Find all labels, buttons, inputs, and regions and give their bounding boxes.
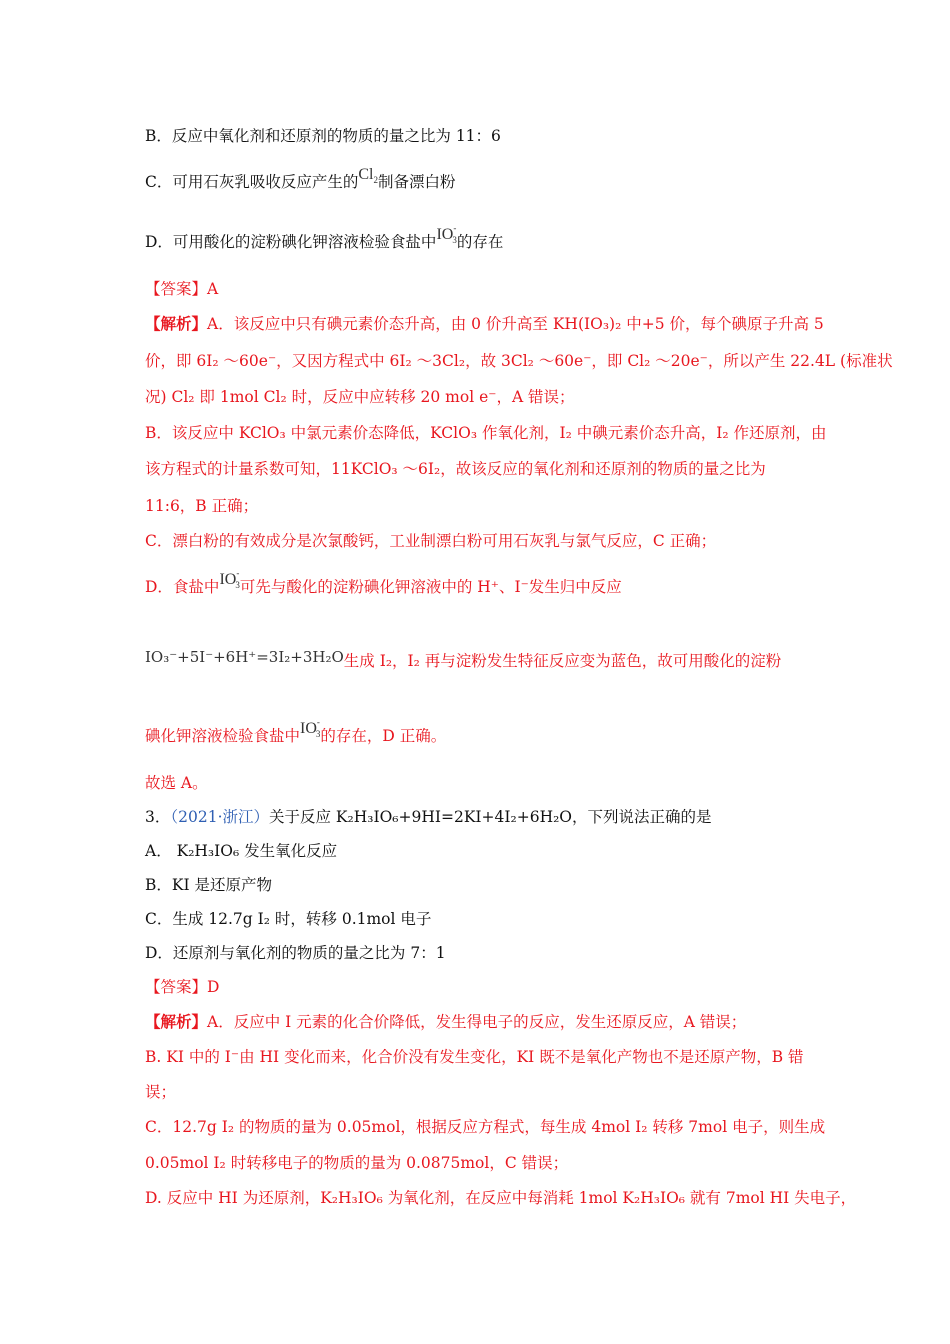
analysis-2-line-6: D. 反应中 HI 为还原剂，K₂H₃IO₆ 为氧化剂，在反应中每消耗 1mol K₂H₃IO₆ 就有 7mol HI 失电子，	[145, 1189, 857, 1207]
analysis-1-line-7: C．漂白粉的有效成分是次氯酸钙，工业制漂白粉可用石灰乳与氯气反应，C 正确；	[145, 532, 717, 550]
analysis-2-line-3: 误；	[145, 1083, 177, 1101]
analysis-1-line-9: IO₃⁻+5I⁻+6H⁺=3I₂+3H₂O生成 I₂，I₂ 再与淀粉发生特征反应变为蓝色，故可用酸化的淀粉	[145, 648, 782, 670]
analysis-1-line-8: D．食盐中$IO^-_3$可先与酸化的淀粉碘化钾溶液中的 H⁺、I⁻发生归中反应	[145, 568, 622, 596]
question-3-option-d: D．还原剂与氧化剂的物质的量之比为 7：1	[145, 944, 446, 962]
option-d-text-a: D．可用酸化的淀粉碘化钾溶液检验食盐中	[145, 233, 437, 251]
option-c-text-b: 制备漂白粉	[378, 173, 456, 191]
analysis-1-line-10: 碘化钾溶液检验食盐中$IO^-_3$的存在，D 正确。	[145, 717, 447, 745]
option-c	[145, 166, 456, 194]
analysis-1-line-1: 【解析】A．该反应中只有碘元素价态升高，由 0 价升高至 KH(IO₃)₂ 中+5 价，每个碘原子升高 5	[145, 314, 824, 333]
analysis-1-line-3: 况) Cl₂ 即 1mol Cl₂ 时，反应中应转移 20 mol e⁻，A 错误；	[145, 388, 575, 406]
question-source: （2021·浙江）	[170, 808, 269, 826]
option-d-text-b: 的存在	[456, 233, 504, 251]
question-3-option-b: B．KI 是还原产物	[145, 876, 273, 894]
io3-ion-formula: $IO^-_3$	[219, 568, 240, 590]
analysis-1-line-5: 该方程式的计量系数可知，11KClO₃ ～6I₂，故该反应的氧化剂和还原剂的物质的量之比为	[145, 460, 766, 478]
question-3-option-c: C．生成 12.7g I₂ 时，转移 0.1mol 电子	[145, 910, 432, 928]
analysis-1-line-4: B．该反应中 KClO₃ 中氯元素价态降低，KClO₃ 作氧化剂，I₂ 中碘元素价态升高，I₂ 作还原剂，由	[145, 424, 827, 442]
cl2-formula: $Cl_2$	[358, 166, 378, 185]
analysis-1-line-2: 价，即 6I₂ ～60e⁻，又因方程式中 6I₂ ～3Cl₂，故 3Cl₂ ～60e⁻，即 Cl₂ ～20e⁻，所以产生 22.4L (标准状	[145, 352, 893, 370]
answer-1: 【答案】A	[145, 280, 219, 298]
analysis-2-line-4: C．12.7g I₂ 的物质的量为 0.05mol，根据反应方程式，每生成 4mol I₂ 转移 7mol 电子，则生成	[145, 1118, 826, 1136]
question-3-option-a: A． K₂H₃IO₆ 发生氧化反应	[145, 842, 338, 860]
analysis-2-line-5: 0.05mol I₂ 时转移电子的物质的量为 0.0875mol，C 错误；	[145, 1154, 569, 1172]
analysis-label: 【解析】	[145, 314, 208, 333]
analysis-label: 【解析】	[145, 1012, 208, 1031]
option-d	[145, 223, 504, 254]
analysis-1-line-6: 11:6，B 正确；	[145, 497, 259, 515]
analysis-2-line-1: 【解析】A．反应中 I 元素的化合价降低，发生得电子的反应，发生还原反应，A 错误；	[145, 1012, 747, 1031]
answer-2: 【答案】D	[145, 978, 220, 996]
io3-ion-formula: $IO^-_3$	[300, 717, 321, 739]
question-3: 3．（2021·浙江）关于反应 K₂H₃IO₆+9HI=2KI+4I₂+6H₂O，下列说法正确的是	[145, 808, 712, 826]
analysis-2-line-2: B. KI 中的 I⁻由 HI 变化而来，化合价没有发生变化，KI 既不是氧化产物也不是还原产物，B 错	[145, 1048, 804, 1066]
option-c-text-a: C．可用石灰乳吸收反应产生的	[145, 173, 359, 191]
conclusion-1: 故选 A。	[145, 774, 208, 792]
reaction-equation: IO₃⁻+5I⁻+6H⁺=3I₂+3H₂O	[145, 648, 344, 666]
io3-ion-formula: $IO^-_3$	[436, 223, 457, 245]
option-b: B．反应中氧化剂和还原剂的物质的量之比为 11：6	[145, 127, 501, 145]
